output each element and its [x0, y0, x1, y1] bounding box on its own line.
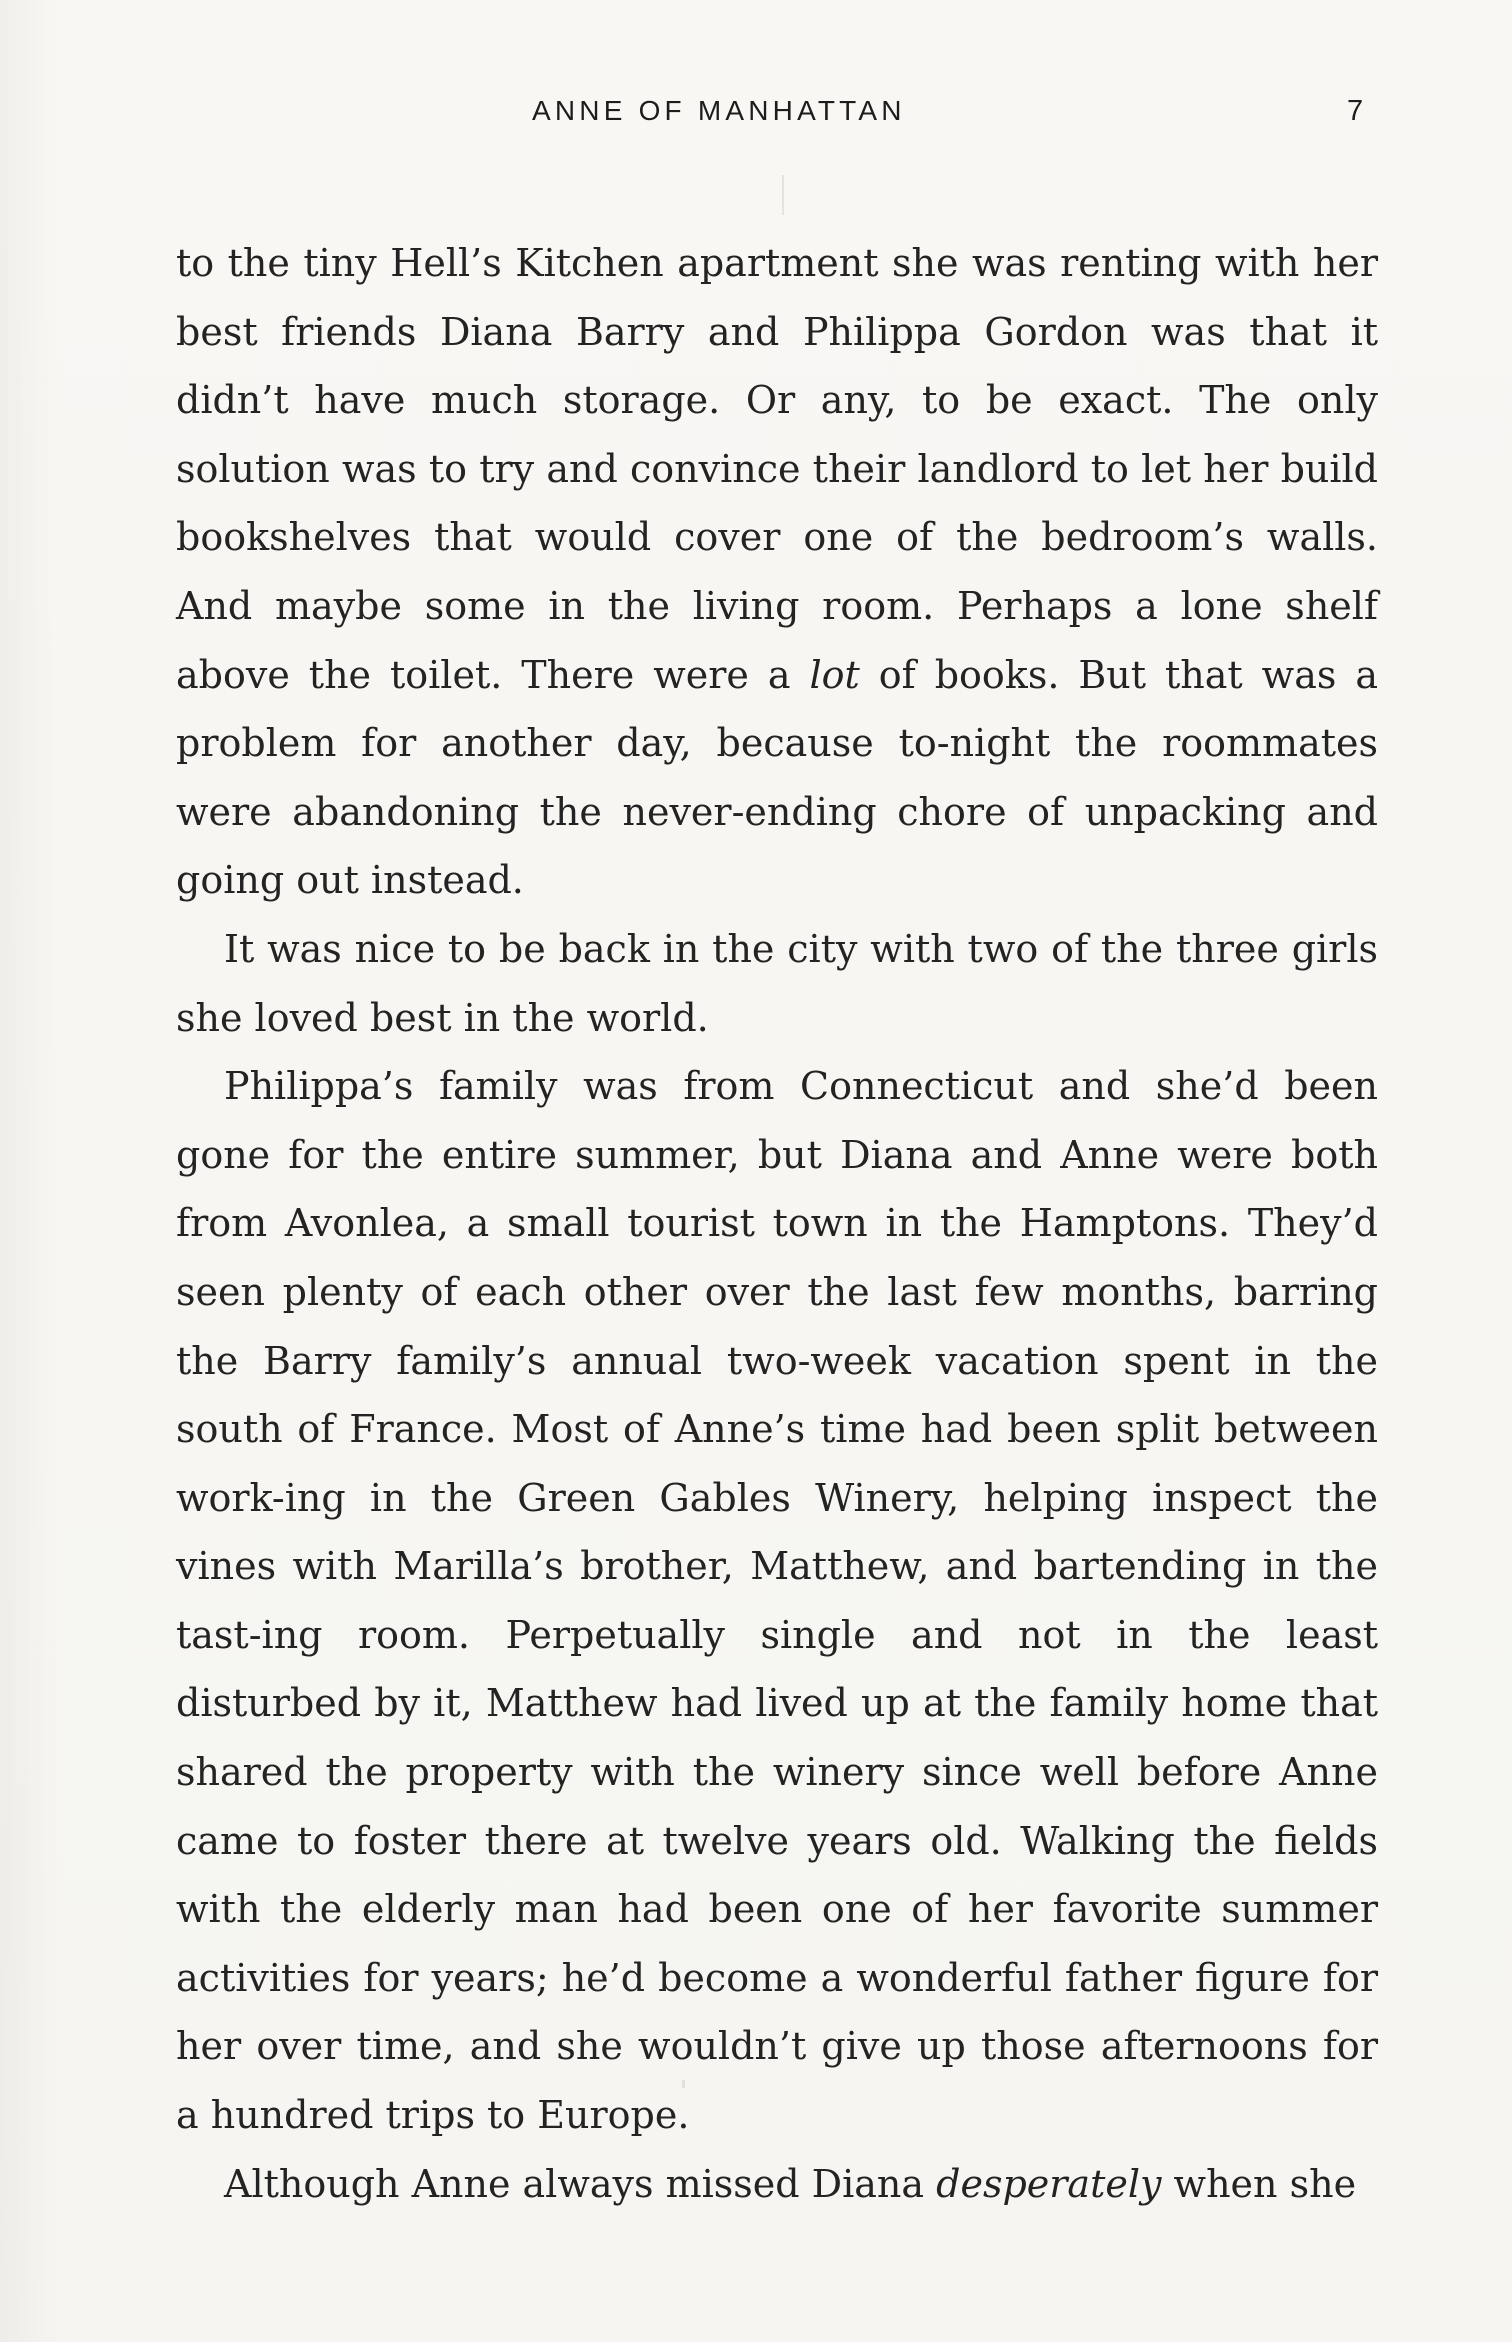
- paragraph-text: Although Anne always missed Diana: [224, 2161, 937, 2206]
- emphasis-text: lot: [809, 652, 860, 697]
- paragraph-2: [176, 915, 1378, 1052]
- book-title: ANNE OF MANHATTAN: [532, 95, 906, 126]
- running-head: [0, 95, 1512, 135]
- body-text: [176, 229, 1378, 2218]
- paragraph-1: [176, 229, 1378, 915]
- emphasis-text: desperately: [936, 2161, 1162, 2206]
- scan-artifact: [782, 175, 784, 215]
- paragraph-text: It was nice to be back in the city with two of the three girls she loved best in the world.: [176, 926, 1378, 1040]
- scan-artifact: [682, 2080, 685, 2088]
- paragraph-4: [176, 2150, 1378, 2219]
- paragraph-text: to the tiny Hell’s Kitchen apartment she was renting with her best friends Diana Barry and Philippa Gordon was that it didn’t have much storage. Or any, to be exact. The only solution was to try and convince their landlord to let her build bookshelves that would cover one of the bedroom’s walls. And maybe some in the living room. Perhaps a lone shelf above the toilet. There were a: [176, 241, 1378, 697]
- paragraph-text: when she: [1161, 2161, 1357, 2206]
- paragraph-text: of books. But that was a problem for another day, because to-night the roommates were abandoning the never-ending chore of unpacking and going out instead.: [176, 652, 1378, 903]
- paragraph-3: [176, 1052, 1378, 2150]
- paragraph-text: Philippa’s family was from Connecticut and she’d been gone for the entire summer, but Diana and Anne were both from Avonlea, a small tourist town in the Hamptons. They’d seen plenty of each other over the last few months, barring the Barry family’s annual two-week vacation spent in the south of France. Most of Anne’s time had been split between work-ing in the Green Gables Winery, helping inspect the vines with Marilla’s brother, Matthew, and bartending in the tast-ing room. Perpetually single and not in the least disturbed by it, Matthew had lived up at the family home that shared the property with the winery since well before Anne came to foster there at twelve years old. Walking the fields with the elderly man had been one of her favorite summer activities for years; he’d become a wonderful father figure for her over time, and she wouldn’t give up those afternoons for a hundred trips to Europe.: [176, 1064, 1378, 2138]
- page-number: 7: [1347, 95, 1364, 127]
